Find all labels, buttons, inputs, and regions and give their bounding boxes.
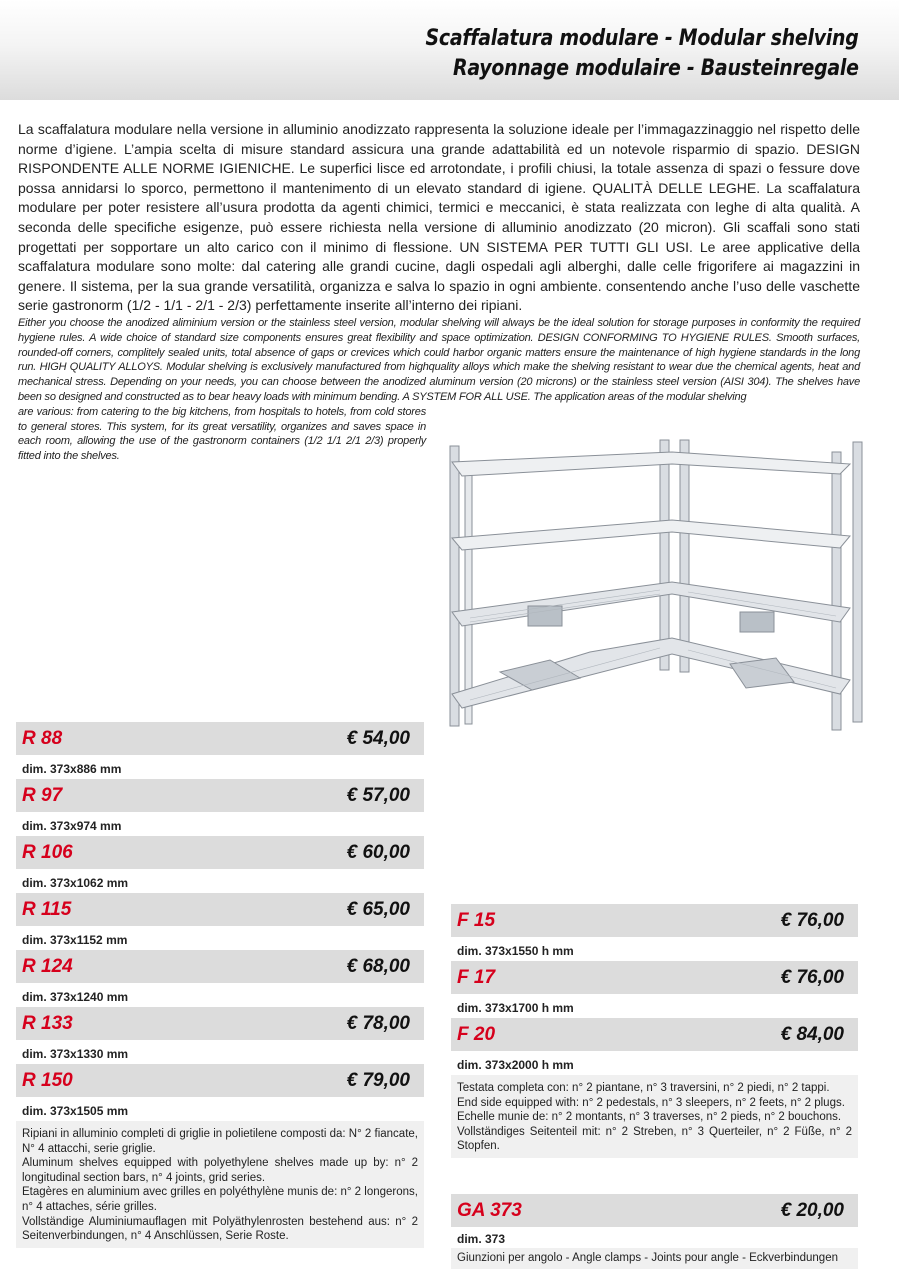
product-row[interactable] xyxy=(16,836,424,870)
product-dimensions: dim. 373x1240 mm xyxy=(16,984,424,1007)
product-price: € 76,00 xyxy=(780,909,844,931)
product-code: F 17 xyxy=(457,966,496,988)
end-sides-price-list xyxy=(451,904,858,1158)
product-price: € 60,00 xyxy=(346,841,410,863)
product-row[interactable] xyxy=(451,961,858,995)
product-code: F 15 xyxy=(457,909,496,931)
shelves-description xyxy=(16,1121,424,1248)
intro-english-text: Either you choose the anodized aliminium version or the stainless steel version, modular shelving will always be the ideal solution for storage purposes in conformity the required hygiene rules. A wide choice of standard size components ensures great flexibility and space optimization. DESIGN CONFORMING TO HYGIENE RULES. Smooth surfaces, rounded-off corners, complitely sealed units, total absence of gaps or crevices which could harbor organic matters ensure the maintenance of high hygiene standards in the long run. HIGH QUALITY ALLOYS. Modular shelving is exclusively manufactured from highquality alloys which make the shelving resistant to wear due the chemical agents, heat and mechanical stress. Depending on your needs, you can choose between the anodized aluminum version (20 microns) or the stainless steel version (AISI 304). The shelves have been so designed and constructed as to bear heavy loads with minimum bending. A SYSTEM FOR ALL USE. The application areas of the modular shelving xyxy=(18,317,860,403)
product-row[interactable] xyxy=(16,950,424,984)
product-row[interactable] xyxy=(16,722,424,756)
product-price: € 76,00 xyxy=(780,966,844,988)
product-code: R 97 xyxy=(22,784,63,806)
product-price: € 84,00 xyxy=(780,1023,844,1045)
product-price: € 78,00 xyxy=(346,1012,410,1034)
end-sides-description xyxy=(451,1075,858,1158)
description-german: Vollständige Aluminiumauflagen mit Polyäthylenrosten bestehend aus: n° 2 Seitenverbindungen, n° 4 Anschlüssen, Serie Roste. xyxy=(22,1215,418,1243)
product-code: R 124 xyxy=(22,955,73,977)
product-price: € 54,00 xyxy=(346,727,410,749)
product-code: R 150 xyxy=(22,1069,73,1091)
product-row[interactable] xyxy=(16,1007,424,1041)
product-code: R 133 xyxy=(22,1012,73,1034)
product-dimensions: dim. 373x886 mm xyxy=(16,756,424,779)
product-row[interactable] xyxy=(16,1064,424,1098)
product-code: R 88 xyxy=(22,727,63,749)
product-price: € 65,00 xyxy=(346,898,410,920)
product-price: € 20,00 xyxy=(780,1199,844,1221)
product-row[interactable] xyxy=(451,1194,858,1228)
product-row[interactable] xyxy=(16,893,424,927)
product-dimensions: dim. 373x1062 mm xyxy=(16,870,424,893)
description-french: Etagères en aluminium avec grilles en polyéthylène munis de: n° 2 longerons, n° 4 attaches, série grilles. xyxy=(22,1186,418,1213)
page-title: Scaffalatura modulare - Modular shelving xyxy=(425,26,859,51)
product-dimensions: dim. 373x1330 mm xyxy=(16,1041,424,1064)
product-dimensions: dim. 373 xyxy=(451,1228,858,1248)
description-italian: Ripiani in alluminio completi di griglie in polietilene composti da: N° 2 fiancate, N° 4 attacchi, serie griglie. xyxy=(22,1128,418,1155)
angle-clamp-description: Giunzioni per angolo - Angle clamps - Joints pour angle - Eckverbindungen xyxy=(451,1248,858,1269)
product-code: GA 373 xyxy=(457,1199,522,1221)
product-code: F 20 xyxy=(457,1023,496,1045)
product-dimensions: dim. 373x1505 mm xyxy=(16,1098,424,1121)
product-dimensions: dim. 373x974 mm xyxy=(16,813,424,836)
product-dimensions: dim. 373x1700 h mm xyxy=(451,995,858,1018)
product-row[interactable] xyxy=(451,904,858,938)
intro-english-continued: are various: from catering to the big kitchens, from hospitals to hotels, from cold stores to general stores. This system, for its great versatility, organizes and saves space in each room, allowing the use of the gastronorm containers (1/2 1/1 2/1 2/3) properly fitted into the shelves. xyxy=(18,405,426,463)
product-price: € 79,00 xyxy=(346,1069,410,1091)
page-subtitle: Rayonnage modulaire - Bausteinregale xyxy=(453,56,859,81)
shelves-price-list xyxy=(16,722,424,1248)
product-code: R 106 xyxy=(22,841,73,863)
description-english: End side equipped with: n° 2 pedestals, n° 3 sleepers, n° 2 feets, n° 2 plugs. xyxy=(457,1096,845,1109)
product-row[interactable] xyxy=(451,1018,858,1052)
product-dimensions: dim. 373x1550 h mm xyxy=(451,938,858,961)
intro-italian: La scaffalatura modulare nella versione in alluminio anodizzato rappresenta la soluzione ideale per l’immagazzinaggio nel rispetto delle norme d’igiene. L’ampia scelta di misure standard assicura una grande adattabilità ed un notevole risparmio di spazio. DESIGN RISPONDENTE ALLE NORME IGIENICHE. Le superfici lisce ed arrotondate, i profili chiusi, la totale assenza di spazi o fessure dove possa annidarsi lo sporco, permettono il mantenimento di un elevato standard di igiene. QUALITÀ DELLE LEGHE. La scaffalatura modulare per poter resistere all’usura prodotta da agenti chimici, termici e meccanici, è stata realizzata con leghe di alta qualità. A seconda delle specifiche esigenze, può essere richiesta nella versione di alluminio anodizzato (20 micron). Gli scaffali sono stati progettati per sopportare un alto carico con il minimo di flessione. UN SISTEMA PER TUTTI GLI USI. Le aree applicative della scaffalatura modulare sono molte: dal catering alle grandi cucine, dagli ospedali agli alberghi, dalle celle frigorifere ai magazzini in genere. Il sistema, per la sua grande versatilità, organizza e salva lo spazio in ogni ambiente. consentendo anche l’uso delle vaschette serie gastronorm (1/2 - 1/1 - 2/1 - 2/3) perfettamente inserite all’interno dei ripiani. xyxy=(18,121,860,314)
description-english: Aluminum shelves equipped with polyethylene shelves made up by: n° 2 longitudinal section bars, n° 4 joints, grid series. xyxy=(22,1157,418,1184)
product-row[interactable] xyxy=(16,779,424,813)
product-price: € 68,00 xyxy=(346,955,410,977)
description-german: Vollständiges Seitenteil mit: n° 2 Streben, n° 3 Querteiler, n° 2 Füße, n° 2 Stopfen. xyxy=(457,1125,852,1153)
description-french: Echelle munie de: n° 2 montants, n° 3 traverses, n° 2 pieds, n° 2 bouchons. xyxy=(457,1111,842,1124)
product-dimensions: dim. 373x1152 mm xyxy=(16,927,424,950)
angle-clamp-price xyxy=(451,1194,858,1269)
description-italian: Testata completa con: n° 2 piantane, n° 3 traversini, n° 2 piedi, n° 2 tappi. xyxy=(457,1082,830,1094)
product-price: € 57,00 xyxy=(346,784,410,806)
product-dimensions: dim. 373x2000 h mm xyxy=(451,1052,858,1075)
product-code: R 115 xyxy=(22,898,72,920)
shelving-photo xyxy=(440,432,870,734)
